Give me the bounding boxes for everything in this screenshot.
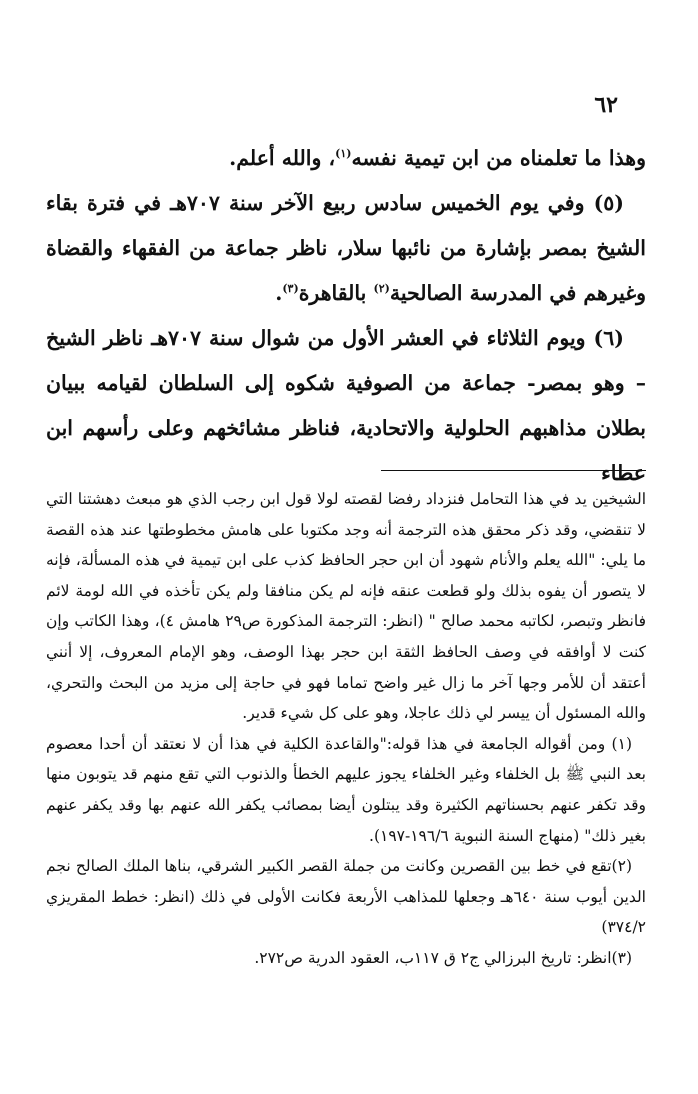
main-paragraph-2-text-c: . <box>275 281 283 305</box>
footnote-ref-1: (١) <box>335 147 352 161</box>
main-paragraph-2-text-a: (٥) وفي يوم الخميس سادس ربيع الآخر سنة ٧٠٧هـ في فترة بقاء الشيخ بمصر بإشارة من نائبها سلار، ناظر جماعة من الفقهاء والقضاة وغيرهم في المدرسة الصالحية <box>46 191 646 305</box>
page-number: ٦٢ <box>594 92 618 118</box>
footnote-ref-3: (٣) <box>282 282 299 296</box>
footnote-2: (٢)تقع في خط بين القصرين وكانت من جملة القصر الكبير الشرقي، بناها الملك الصالح نجم الدين أيوب سنة ٦٤٠هـ وجعلها للمذاهب الأربعة فكانت الأولى في ذلك (انظر: خطط المقريزي ٣٧٤/٢) <box>46 857 646 937</box>
footnote-continued: الشيخين يد في هذا التحامل فنزداد رفضا لقصته لولا قول ابن رجب الذي هو مبعث دهشتنا التي لا تنقضي، وقد ذكر محقق هذه الترجمة أنه وجد مكتوبا على هامش مخطوطتها عند هذه القصة ما يلي: "الله يعلم والأنام شهود أن ابن حجر الحافظ كذب على ابن تيمية في هذه المسألة، فإنه لا يتصور أن يفوه بذلك ولو قطعت عنقه فإنه لم يكن منافقا ولم يكن تأخذه في الله لومة لائم فانظر وتبصر، لكاتبه محمد صالح " (انظر: الترجمة المذكورة ص٢٩ هامش ٤)، وهذا الكاتب وإن كنت لا أوافقه في وصف الحافظ الثقة ابن حجر بهذا الوصف، وهو الإمام المعروف، إلا أنني أعتقد أن للأمر وجها آخر ما زال غير واضح تماما فهو في حاجة إلى مزيد من البحث والتحري، والله المسئول أن ييسر لي ذلك عاجلا، وهو على كل شيء قدير. <box>46 490 647 723</box>
footnote-1: (١) ومن أقواله الجامعة في هذا قوله:"والقاعدة الكلية في هذا أن لا نعتقد أن أحدا معصوم بعد النبي ﷺ بل الخلفاء وغير الخلفاء يجوز عليهم الخطأ والذنوب التي تقع منهم قد يتوبون منها وقد تكفر عنهم بحسناتهم الكثيرة وقد يبتلون أيضا بمصائب يكفر الله عنهم بها وقد يكفر عنهم بغير ذلك" (منهاج السنة النبوية ١٩٦/٦-١٩٧). <box>46 734 646 845</box>
main-paragraph-2 <box>46 181 646 316</box>
main-text <box>46 136 646 496</box>
footnote-divider <box>381 470 646 471</box>
main-paragraph-3: (٦) ويوم الثلاثاء في العشر الأول من شوال سنة ٧٠٧هـ ناظر الشيخ – وهو بمصر- جماعة من الصوفية شكوه إلى السلطان لقيامه ببيان بطلان مذاهبهم الحلولية والاتحادية، فناظر مشائخهم وعلى رأسهم ابن عطاء <box>46 326 646 485</box>
main-paragraph-1 <box>46 136 646 181</box>
footnotes-section <box>46 484 646 974</box>
footnote-3: (٣)انظر: تاريخ البرزالي ج٢ ق ١١٧ب، العقود الدرية ص٢٧٢. <box>254 948 632 967</box>
footnote-ref-2: (٢) <box>373 282 390 296</box>
main-paragraph-1-text-a: وهذا ما تعلمناه من ابن تيمية نفسه <box>351 146 646 170</box>
main-paragraph-1-text-b: ، والله أعلم. <box>229 146 336 170</box>
main-paragraph-2-text-b: بالقاهرة <box>298 281 374 305</box>
